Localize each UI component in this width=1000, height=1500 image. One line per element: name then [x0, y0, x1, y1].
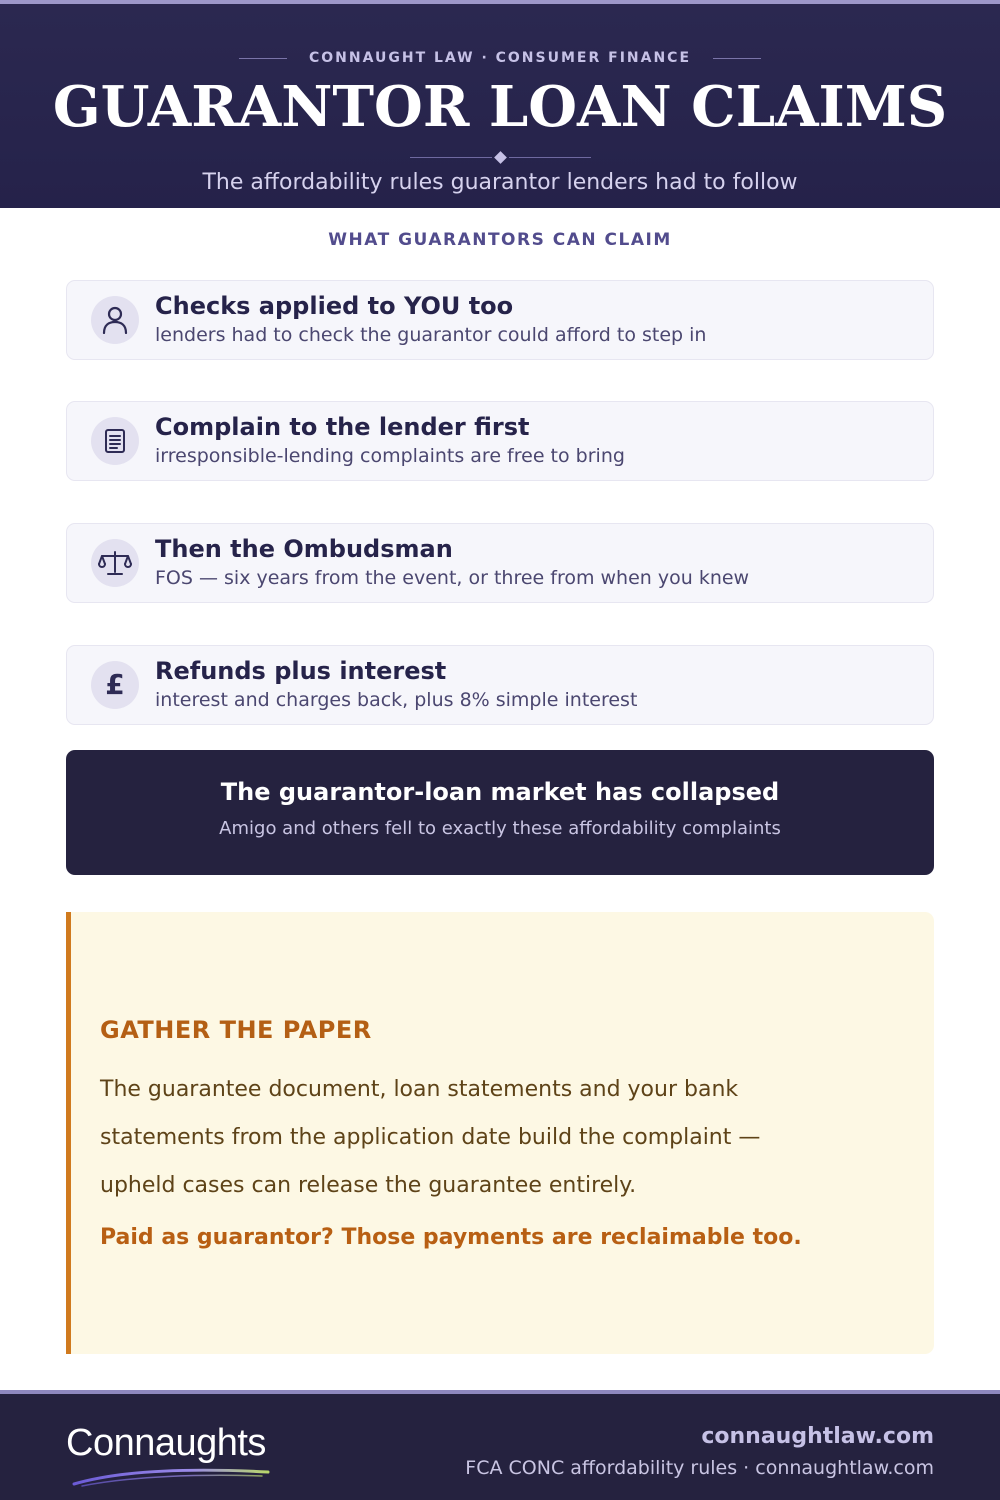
connaughts-logo[interactable] — [66, 1422, 286, 1482]
card-complain — [66, 401, 934, 481]
document-icon — [91, 417, 139, 465]
callout-line: upheld cases can release the guarantee entirely. — [100, 1173, 637, 1198]
card-text: lenders had to check the guarantor could afford to step in — [155, 324, 707, 346]
eyebrow-rule-left — [239, 58, 287, 59]
divider-rule-left — [410, 157, 492, 158]
card-text: FOS — six years from the event, or three from when you knew — [155, 567, 750, 589]
callout-line: The guarantee document, loan statements and your bank — [100, 1077, 739, 1102]
diamond-icon — [494, 151, 507, 164]
scales-icon — [91, 539, 139, 587]
header-banner — [0, 0, 1000, 208]
title-divider — [0, 153, 1000, 162]
eyebrow-row — [0, 50, 1000, 66]
divider-rule-right — [509, 157, 591, 158]
pound-icon — [91, 661, 139, 709]
logo-wordmark: Connaughts — [66, 1422, 266, 1464]
footer — [0, 1390, 1000, 1500]
gather-paper-callout — [66, 912, 934, 1354]
card-title: Then the Ombudsman — [155, 535, 453, 563]
callout-title: GATHER THE PAPER — [100, 1016, 372, 1044]
callout-emphasis: Paid as guarantor? Those payments are reclaimable too. — [100, 1225, 802, 1250]
card-title: Refunds plus interest — [155, 657, 447, 685]
swoosh-icon — [72, 1466, 272, 1490]
card-refunds — [66, 645, 934, 725]
banner-title: The guarantor-loan market has collapsed — [220, 778, 780, 806]
website-link[interactable]: connaughtlaw.com — [701, 1424, 934, 1449]
banner-text: Amigo and others fell to exactly these affordability complaints — [219, 818, 781, 839]
footer-note: FCA CONC affordability rules · connaughtlaw.com — [465, 1457, 934, 1479]
page-subtitle: The affordability rules guarantor lenders had to follow — [202, 170, 798, 195]
card-ombudsman — [66, 523, 934, 603]
pound-glyph: £ — [105, 668, 125, 701]
callout-line: statements from the application date build the complaint — — [100, 1125, 761, 1150]
person-icon — [91, 296, 139, 344]
card-title: Complain to the lender first — [155, 413, 530, 441]
card-checks — [66, 280, 934, 360]
section-label: WHAT GUARANTORS CAN CLAIM — [328, 230, 672, 250]
market-collapse-banner — [66, 750, 934, 875]
card-text: interest and charges back, plus 8% simple interest — [155, 689, 638, 711]
eyebrow-rule-right — [713, 58, 761, 59]
callout-body — [100, 1066, 800, 1210]
card-title: Checks applied to YOU too — [155, 292, 514, 320]
card-text: irresponsible-lending complaints are free to bring — [155, 445, 625, 467]
eyebrow-text: CONNAUGHT LAW · CONSUMER FINANCE — [308, 50, 692, 66]
page-title: GUARANTOR LOAN CLAIMS — [52, 74, 948, 140]
